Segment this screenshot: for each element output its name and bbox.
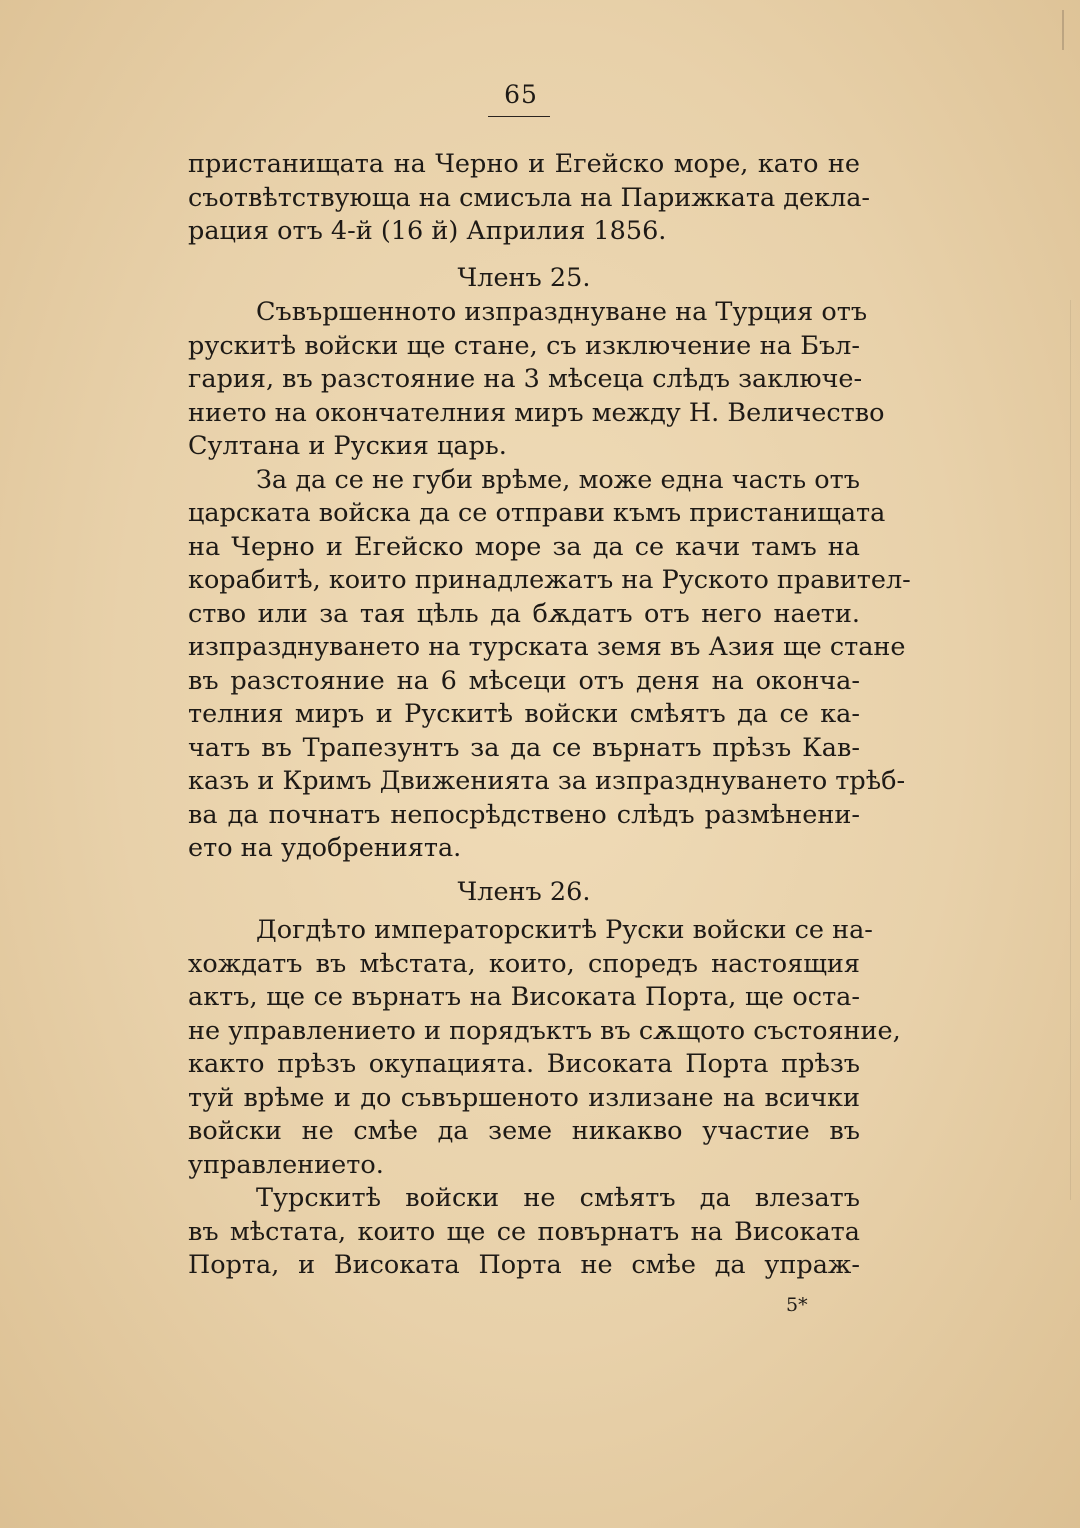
text-line: Султана и Руския царь. (188, 431, 507, 461)
text-line: Съвършенното изпразднуване на Турция отъ (256, 297, 868, 327)
signature-mark: 5* (786, 1294, 808, 1316)
text-line: рускитѣ войски ще стане, съ изключение на Бъл- (188, 330, 860, 361)
text-line: казъ и Кримъ Движенията за изпразднуването трѣб- (188, 766, 906, 796)
article-26-body (188, 914, 901, 1283)
paper-edge-shadow (1070, 300, 1071, 1200)
text-line: съотвѣтствующа на смисъла на Парижката декла- (188, 182, 871, 213)
text-line: Турскитѣ войски не смѣятъ да влезатъ (256, 1183, 860, 1213)
text-line: ето на удобренията. (188, 833, 462, 863)
text-line: въ мѣстата, които ще се повърнатъ на Високата (188, 1216, 860, 1247)
text-line: управлението. (188, 1149, 384, 1180)
text-line: Догдѣто императорскитѣ Руски войски се на- (256, 915, 873, 945)
text-line: актъ, ще се върнатъ на Високата Порта, ще оста- (188, 982, 860, 1012)
text-line: корабитѣ, които принадлежатъ на Руското правител- (188, 565, 911, 595)
article-25-heading-wrap (188, 262, 860, 296)
text-line: Порта, и Високата Порта не смѣе да упраж- (188, 1250, 860, 1280)
article-25-body (188, 296, 911, 866)
text-line: на Черно и Егейско море за да се качи тамъ на (188, 531, 860, 562)
text-line: въ разстояние на 6 мѣсеци отъ деня на оконча- (188, 665, 860, 696)
text-line: телния миръ и Рускитѣ войски смѣятъ да се ка- (188, 699, 860, 729)
text-line: туй врѣме и до съвършеното излизане на всички (188, 1082, 860, 1113)
page-number: 65 (504, 80, 538, 109)
text-line: царската войска да се отправи къмъ пристанищата (188, 498, 886, 528)
text-line: както прѣзъ окупацията. Високата Порта прѣзъ (188, 1049, 860, 1079)
text-line: ство или за тая цѣль да бѫдатъ отъ него наети. (188, 598, 860, 629)
text-line: изпразднуването на турската земя въ Азия ще стане (188, 632, 906, 662)
text-line: хождатъ въ мѣстата, които, споредъ настоящия (188, 948, 860, 979)
text-line: гария, въ разстояние на 3 мѣсеца слѣдъ заключе- (188, 364, 863, 394)
text-line: нието на окончателния миръ между Н. Величество (188, 397, 885, 428)
text-line: За да се не губи врѣме, може една часть отъ (256, 464, 860, 495)
page-number-rule (488, 116, 550, 117)
intro-paragraph (188, 148, 871, 249)
text-line: не управлението и порядъктъ въ сѫщото състояние, (188, 1015, 901, 1046)
text-line: чатъ въ Трапезунтъ за да се върнатъ прѣзъ Кав- (188, 732, 860, 763)
text-line: рация отъ 4-й (16 й) Априлия 1856. (188, 216, 667, 246)
paper-edge-mark (1062, 10, 1064, 50)
article-26-heading: Членъ 26. (457, 877, 591, 907)
text-line: ва да почнатъ непосрѣдствено слѣдъ размѣнени- (188, 799, 860, 830)
article-26-heading-wrap (188, 876, 860, 910)
text-line: пристанищата на Черно и Егейско море, като не (188, 149, 860, 179)
text-line: войски не смѣе да земе никакво участие въ (188, 1116, 860, 1146)
article-25-heading: Членъ 25. (457, 263, 591, 293)
